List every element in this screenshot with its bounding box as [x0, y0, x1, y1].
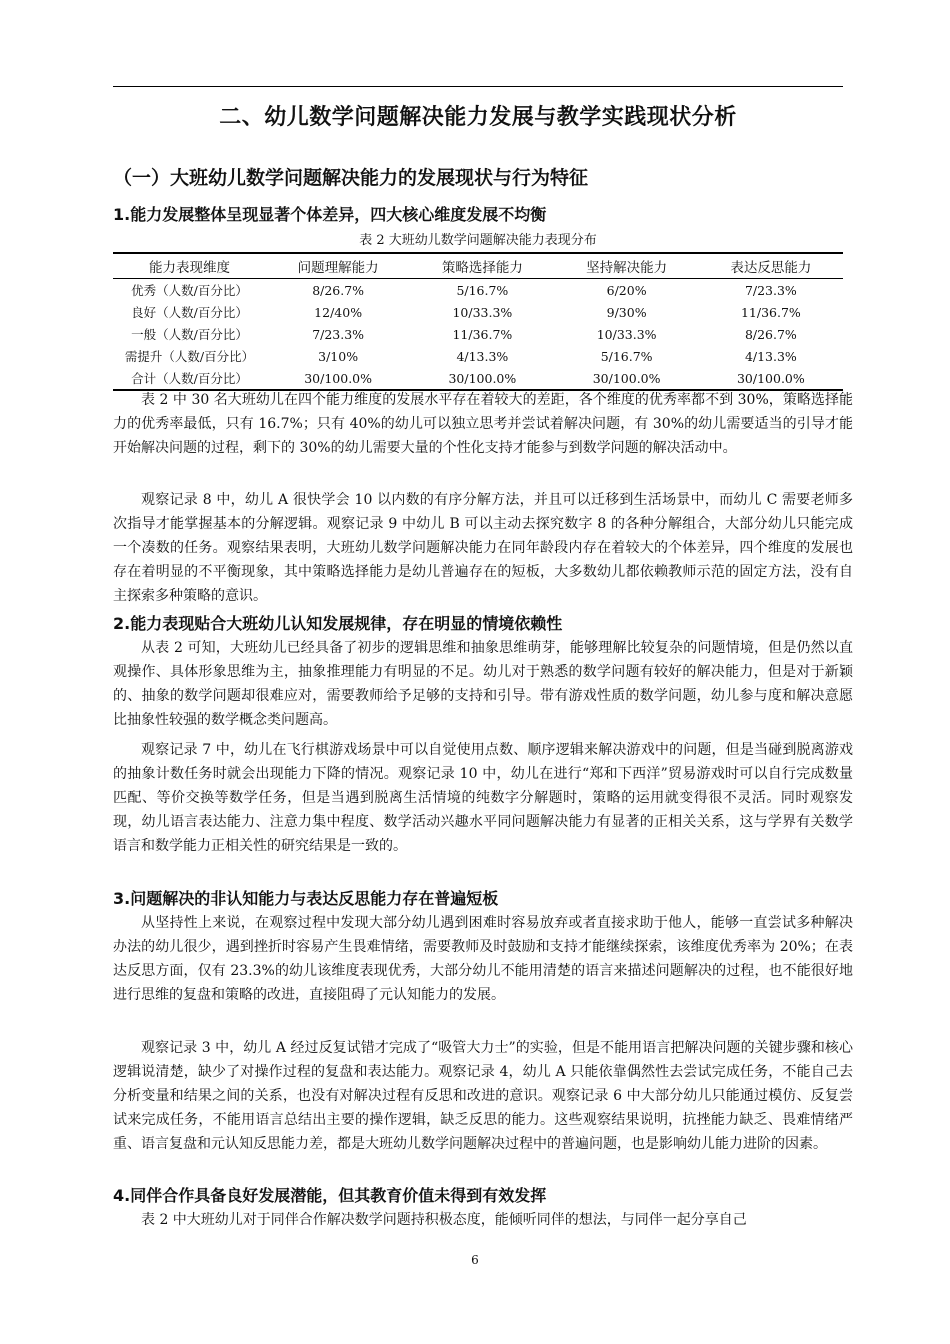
table-cell: 8/26.7%: [744, 326, 797, 342]
table-cell: 10/33.3%: [596, 326, 657, 342]
table-cell: 4/13.3%: [456, 348, 509, 364]
table-header-cell: 能力表现维度: [149, 260, 230, 276]
body-paragraph: 观察记录 3 中，幼儿 A 经过反复试错才完成了“吸管大力士”的实验，但是不能用语言把解决问题的关键步骤和核心逻辑说清楚，缺少了对操作过程的复盘和表达能力。观察记录 4，幼儿 A 只能依靠偶然性去尝试完成任务，不能自己去分析变量和结果之间的关系，也没有对解决过程有反思和改进的意识。观察记录 6 中大部分幼儿只能通过模仿、反复尝试来完成任务，不能用语言总结出主要的操作逻辑，缺乏反思的能力。这些观察结果说明，抗挫能力缺乏、畏难情绪严重、语言复盘和元认知反思能力差，都是大班幼儿数学问题解决过程中的普遍问题，也是影响幼儿能力进阶的因素。: [113, 1040, 853, 1152]
table-cell: 3/10%: [318, 348, 359, 364]
table-row: [113, 367, 843, 390]
table-header-cell: 坚持解决能力: [586, 260, 668, 276]
subheading-2: 2.能力表现贴合大班幼儿认知发展规律，存在明显的情境依赖性: [113, 614, 563, 633]
subheading-4: 4.同伴合作具备良好发展潜能，但其教育价值未得到有效发挥: [113, 1186, 547, 1205]
table-cell: 优秀（人数/百分比）: [131, 283, 248, 298]
body-paragraph: 观察记录 8 中，幼儿 A 很快学会 10 以内数的有序分解方法，并且可以迁移到生活场景中，而幼儿 C 需要老师多次指导才能掌握基本的分解逻辑。观察记录 9 中幼儿 B 可以主动去探究数字 8 的各种分解组合，大部分幼儿只能完成一个凑数的任务。观察结果表明，大班幼儿数学问题解决能力在同年龄段内存在着较大的个体差异，四个维度的发展也存在着明显的不平衡现象，其中策略选择能力是幼儿普遍存在的短板，大多数幼儿都依赖教师示范的固定方法，没有自主探索多种策略的意识。: [113, 492, 853, 604]
table-header-row: [113, 253, 843, 279]
header-rule: [113, 86, 843, 87]
table-header-cell: 表达反思能力: [730, 260, 812, 276]
table-cell: 6/20%: [606, 282, 647, 298]
table-cell: 5/16.7%: [600, 348, 653, 364]
body-paragraph: 从坚持性上来说，在观察过程中发现大部分幼儿遇到困难时容易放弃或者直接求助于他人，能够一直尝试多种解决办法的幼儿很少，遇到挫折时容易产生畏难情绪，需要教师及时鼓励和支持才能继续探索，该维度优秀率为 20%；在表达反思方面，仅有 23.3%的幼儿该维度表现优秀，大部分幼儿不能用清楚的语言来描述问题解决的过程，也不能很好地进行思维的复盘和策略的改进，直接阻碍了元认知能力的发展。: [113, 915, 853, 1003]
table-cell: 良好（人数/百分比）: [131, 305, 248, 320]
table-cell: 7/23.3%: [312, 326, 365, 342]
body-paragraph: 观察记录 7 中，幼儿在飞行棋游戏场景中可以自觉使用点数、顺序逻辑来解决游戏中的问题，但是当碰到脱离游戏的抽象计数任务时就会出现能力下降的情况。观察记录 10 中，幼儿在进行“郑和下西洋”贸易游戏时可以自行完成数量匹配、等价交换等数学任务，但是当遇到脱离生活情境的纯数字分解题时，策略的运用就变得很不灵活。同时观察发现，幼儿语言表达能力、注意力集中程度、数学活动兴趣水平同问题解决能力有显著的正相关关系，这与学界有关数学语言和数学能力正相关性的研究结果是一致的。: [113, 742, 853, 854]
table-cell: 12/40%: [314, 304, 363, 320]
table-caption: 表 2 大班幼儿数学问题解决能力表现分布: [359, 233, 597, 248]
table-cell: 8/26.7%: [312, 282, 365, 298]
table-cell: 合计（人数/百分比）: [131, 371, 248, 386]
subheading-3: 3.问题解决的非认知能力与表达反思能力存在普遍短板: [113, 889, 499, 908]
table-row: [113, 345, 843, 367]
table-cell: 7/23.3%: [744, 282, 797, 298]
table-cell: 9/30%: [606, 304, 647, 320]
table-cell: 需提升（人数/百分比）: [124, 349, 255, 364]
table-cell: 30/100.0%: [304, 370, 373, 386]
subheading-1: 1.能力发展整体呈现显著个体差异，四大核心维度发展不均衡: [113, 205, 547, 224]
table-cell: 一般（人数/百分比）: [131, 327, 248, 342]
table-cell: 11/36.7%: [452, 326, 513, 342]
table-row: [113, 301, 843, 323]
table-cell: 30/100.0%: [736, 370, 805, 386]
table-header-cell: 策略选择能力: [441, 260, 523, 276]
table-cell: 11/36.7%: [740, 304, 801, 320]
table-cell: 4/13.3%: [744, 348, 797, 364]
ability-distribution-table: [113, 252, 843, 391]
table-cell: 10/33.3%: [452, 304, 513, 320]
table-cell: 30/100.0%: [592, 370, 661, 386]
table-header-cell: 问题理解能力: [297, 260, 379, 276]
body-paragraph: 表 2 中 30 名大班幼儿在四个能力维度的发展水平存在着较大的差距，各个维度的优秀率都不到 30%，策略选择能力的优秀率最低，只有 16.7%；只有 40%的幼儿可以独立思考并尝试着解决问题，有 30%的幼儿需要适当的引导才能开始解决问题的过程，剩下的 30%的幼儿需要大量的个性化支持才能参与到数学问题的解决活动中。: [113, 392, 853, 456]
table-cell: 5/16.7%: [456, 282, 509, 298]
section-title: （一）大班幼儿数学问题解决能力的发展现状与行为特征: [113, 167, 589, 189]
body-paragraph: 表 2 中大班幼儿对于同伴合作解决数学问题持积极态度，能倾听同伴的想法，与同伴一起分享自己: [141, 1212, 747, 1228]
body-paragraph: 从表 2 可知，大班幼儿已经具备了初步的逻辑思维和抽象思维萌芽，能够理解比较复杂的问题情境，但是仍然以直观操作、具体形象思维为主，抽象推理能力有明显的不足。幼儿对于熟悉的数学问题有较好的解决能力，但是对于新颖的、抽象的数学问题却很难应对，需要教师给予足够的支持和引导。带有游戏性质的数学问题，幼儿参与度和解决意愿比抽象性较强的数学概念类问题高。: [113, 640, 853, 728]
page-number: 6: [471, 1253, 479, 1267]
table-row: [113, 323, 843, 345]
table-row: [113, 279, 843, 302]
table-cell: 30/100.0%: [448, 370, 517, 386]
chapter-title: 二、幼儿数学问题解决能力发展与教学实践现状分析: [219, 105, 737, 130]
